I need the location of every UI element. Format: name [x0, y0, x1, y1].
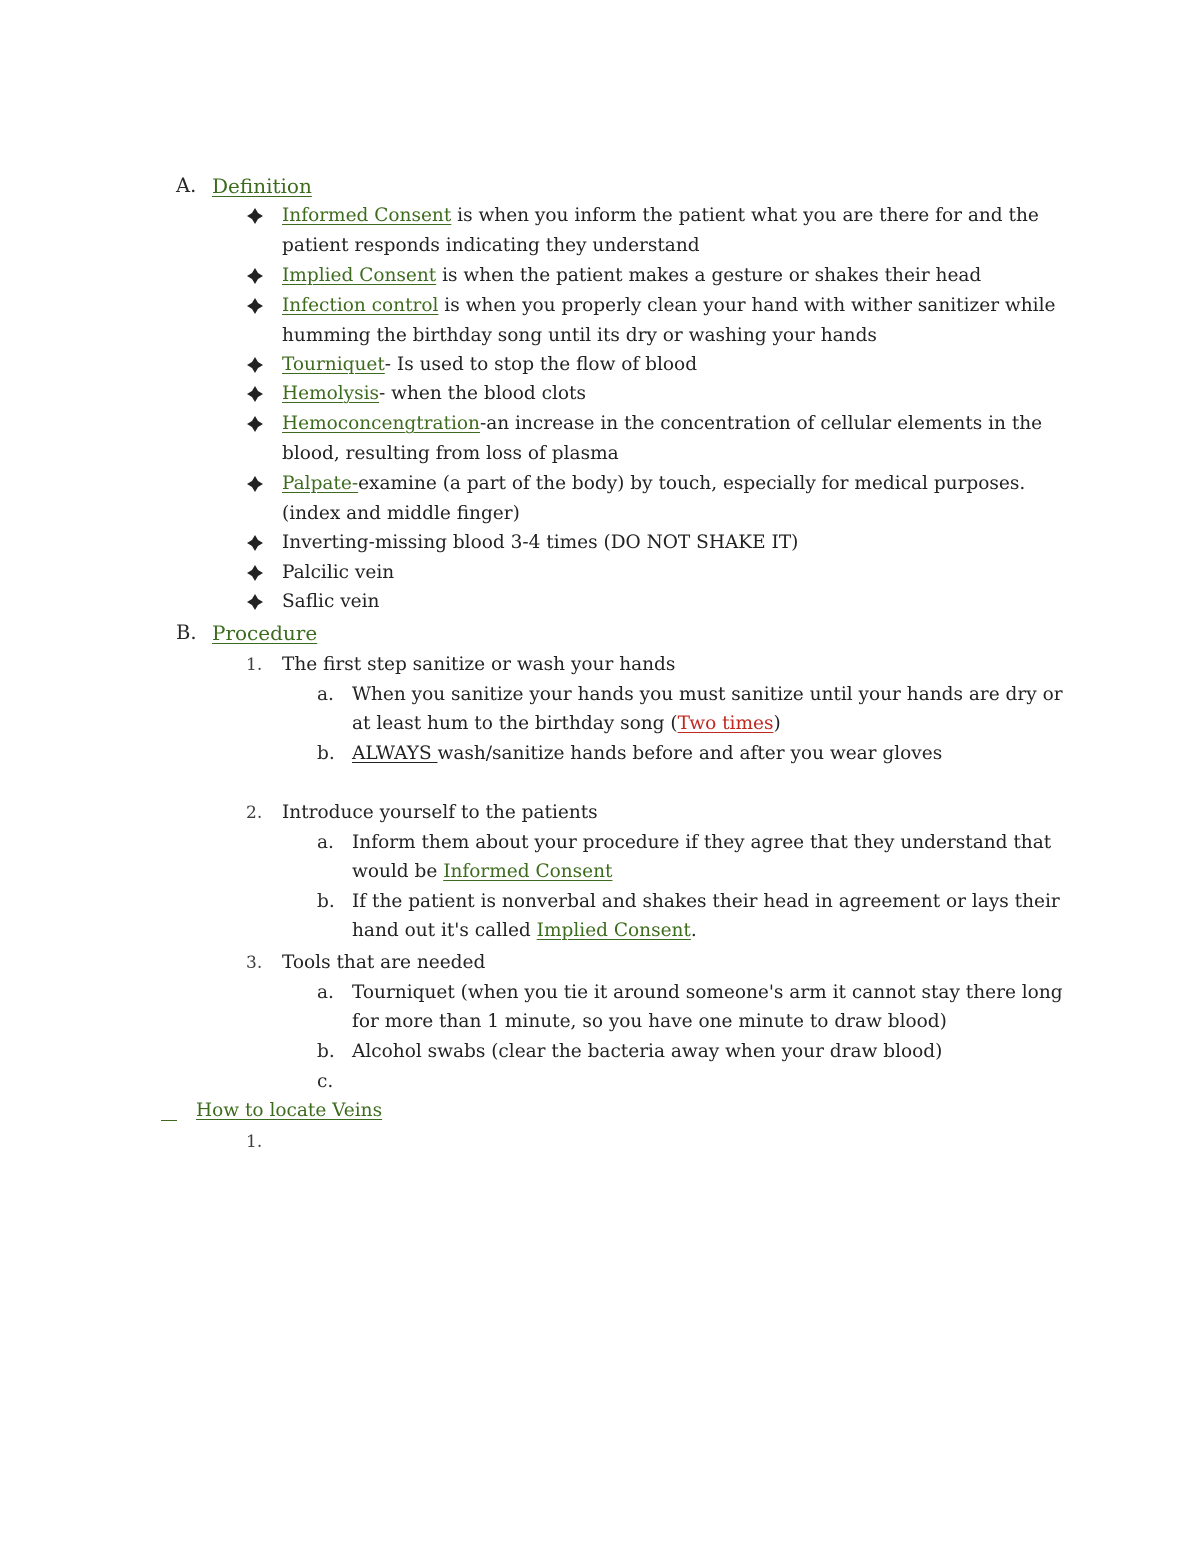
definition-term: Informed Consent: [443, 861, 613, 882]
section-c-heading: [196, 1096, 382, 1126]
step-number: 3.: [246, 953, 263, 973]
sub-step-letter: c.: [317, 1071, 334, 1092]
sub-step-letter: b.: [317, 743, 335, 764]
definition-item: [282, 201, 1039, 231]
definition-term: Implied Consent: [282, 265, 437, 286]
definition-text: is when the patient makes a gesture or shakes their head: [436, 265, 982, 286]
definition-term: Palpate-: [282, 473, 359, 494]
blank-marker-line: [161, 1120, 177, 1121]
diamond-bullet-icon: [247, 535, 263, 551]
definition-term: Hemolysis: [282, 383, 380, 404]
sub-step-continuation: [352, 709, 781, 739]
definition-continuation: humming the birthday song until its dry or washing your hands: [282, 325, 877, 346]
definition-item: [282, 409, 1042, 439]
sub-step-text: hand out it's called: [352, 920, 537, 941]
step-text: Tools that are needed: [282, 952, 486, 973]
sub-step-text: at least hum to the birthday song (: [352, 713, 678, 734]
sub-step-letter: a.: [317, 982, 334, 1003]
sub-step-continuation: [352, 857, 612, 887]
sub-step-text: would be: [352, 861, 444, 882]
sub-step-letter: a.: [317, 832, 334, 853]
definition-term: Infection control: [282, 295, 439, 316]
definition-text: - Is used to stop the flow of blood: [384, 354, 698, 375]
diamond-bullet-icon: [247, 386, 263, 402]
definition-term: Hemoconcengtration: [282, 413, 480, 434]
sub-step-text: wash/sanitize hands before and after you wear gloves: [437, 743, 943, 764]
sub-step-text: [352, 739, 942, 769]
section-c-heading-text: How to locate Veins: [196, 1100, 383, 1121]
step-text: The first step sanitize or wash your hands: [282, 654, 676, 675]
definition-continuation: blood, resulting from loss of plasma: [282, 443, 619, 464]
sub-step-text: Tourniquet (when you tie it around someone's arm it cannot stay there long: [352, 982, 1063, 1003]
diamond-bullet-icon: [247, 208, 263, 224]
underlined-text: ALWAYS: [352, 743, 438, 764]
sub-step-text: If the patient is nonverbal and shakes their head in agreement or lays their: [352, 891, 1060, 912]
sub-step-letter: b.: [317, 891, 335, 912]
definition-item: Saflic vein: [282, 591, 380, 612]
definition-continuation: (index and middle finger): [282, 503, 520, 524]
sub-step-text: Inform them about your procedure if they agree that they understand that: [352, 832, 1052, 853]
sub-step-text: When you sanitize your hands you must sanitize until your hands are dry or: [352, 684, 1063, 705]
sub-step-text: Alcohol swabs (clear the bacteria away when your draw blood): [352, 1041, 943, 1062]
sub-step-continuation: for more than 1 minute, so you have one minute to draw blood): [352, 1011, 947, 1032]
section-b-marker: B.: [176, 621, 197, 644]
definition-text: is when you inform the patient what you are there for and the: [451, 205, 1039, 226]
definition-item: [282, 379, 586, 409]
definition-item: [282, 291, 1055, 321]
diamond-bullet-icon: [247, 357, 263, 373]
definition-item: [282, 469, 1025, 499]
definition-term: Implied Consent: [536, 920, 691, 941]
step-number: 1.: [246, 1132, 263, 1152]
section-b-heading: Procedure: [212, 621, 318, 645]
diamond-bullet-icon: [247, 476, 263, 492]
sub-step-letter: a.: [317, 684, 334, 705]
step-number: 2.: [246, 803, 263, 823]
definition-item: Palcilic vein: [282, 562, 395, 583]
diamond-bullet-icon: [247, 268, 263, 284]
definition-text: - when the blood clots: [379, 383, 586, 404]
sub-step-continuation: [352, 916, 697, 946]
section-a-heading: Definition: [212, 174, 312, 198]
step-text: Introduce yourself to the patients: [282, 802, 598, 823]
definition-text: -an increase in the concentration of cellular elements in the: [479, 413, 1043, 434]
diamond-bullet-icon: [247, 565, 263, 581]
sub-step-letter: b.: [317, 1041, 335, 1062]
diamond-bullet-icon: [247, 298, 263, 314]
definition-item: [282, 350, 697, 380]
definition-item: Inverting-missing blood 3-4 times (DO NOT SHAKE IT): [282, 532, 799, 553]
definition-item: [282, 261, 981, 291]
diamond-bullet-icon: [247, 594, 263, 610]
definition-text: examine (a part of the body) by touch, especially for medical purposes.: [358, 473, 1026, 494]
emphasis-text: Two times: [677, 713, 774, 734]
definition-continuation: patient responds indicating they understand: [282, 235, 700, 256]
sub-step-text: .: [690, 920, 697, 941]
section-a-marker: A.: [176, 174, 197, 197]
sub-step-text: ): [773, 713, 781, 734]
definition-term: Tourniquet: [282, 354, 385, 375]
diamond-bullet-icon: [247, 416, 263, 432]
definition-text: is when you properly clean your hand with wither sanitizer while: [438, 295, 1056, 316]
step-number: 1.: [246, 655, 263, 675]
definition-term: Informed Consent: [282, 205, 452, 226]
